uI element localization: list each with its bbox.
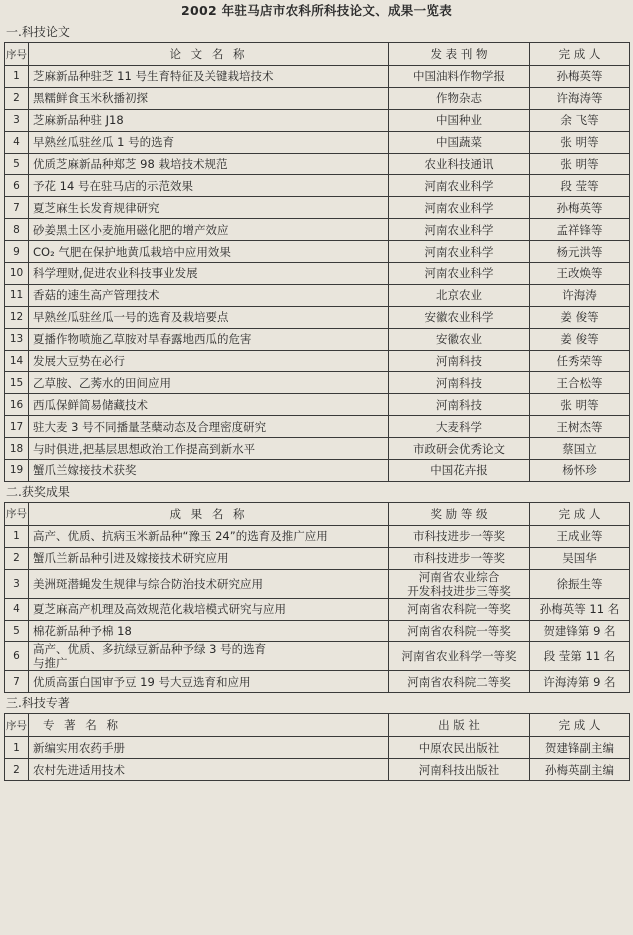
row-author: 王成业等 [530,525,630,547]
row-number: 4 [5,598,29,620]
row-number: 16 [5,394,29,416]
row-author: 段 莹等 [530,175,630,197]
row-author: 孙梅英副主编 [530,759,630,781]
row-title: 农村先进适用技术 [29,759,389,781]
row-number: 4 [5,131,29,153]
row-author: 吴国华 [530,547,630,569]
header-no: 序号 [5,43,29,66]
awards-table [4,502,630,693]
row-title: 黑糯鲜食玉米秋播初探 [29,87,389,109]
row-title: 乙草胺、乙莠水的田间应用 [29,372,389,394]
document-title: 2002 年驻马店市农科所科技论文、成果一览表 [180,3,453,18]
row-author: 许海涛等 [530,87,630,109]
row-number: 2 [5,547,29,569]
row-author: 孟祥锋等 [530,219,630,241]
row-title: 早熟丝瓜驻丝瓜一号的选育及栽培要点 [29,306,389,328]
row-author: 段 莹第 11 名 [530,642,630,671]
row-title: 予花 14 号在驻马店的示范效果 [29,175,389,197]
row-title: 砂姜黑土区小麦施用磁化肥的增产效应 [29,219,389,241]
table-row [5,525,630,547]
table-row [5,175,630,197]
row-author: 王改焕等 [530,263,630,285]
table-row [5,671,630,693]
books-table [4,713,630,781]
table-row [5,737,630,759]
table-row [5,547,630,569]
table-row [5,219,630,241]
row-number: 2 [5,759,29,781]
row-number: 7 [5,197,29,219]
section-papers-heading: 一.科技论文 [6,25,70,39]
table-row [5,87,630,109]
row-number: 9 [5,241,29,263]
row-journal: 河南农业科学 [389,197,530,219]
row-author: 张 明等 [530,131,630,153]
row-number: 6 [5,642,29,671]
row-author: 姜 俊等 [530,306,630,328]
row-title: 高产、优质、抗病玉米新品种“豫玉 24”的选育及推广应用 [29,525,389,547]
row-journal: 河南科技 [389,394,530,416]
row-title: 蟹爪兰新品种引进及嫁接技术研究应用 [29,547,389,569]
row-title: 西瓜保鲜简易储藏技术 [29,394,389,416]
table-row [5,759,630,781]
row-number: 18 [5,438,29,460]
row-number: 3 [5,569,29,598]
row-award-level: 河南省农业综合 开发科技进步三等奖 [389,569,530,598]
row-author: 张 明等 [530,153,630,175]
row-author: 王合松等 [530,372,630,394]
row-title: 棉花新品种予棉 18 [29,620,389,642]
row-number: 19 [5,460,29,482]
row-author: 蔡国立 [530,438,630,460]
row-journal: 中国蔬菜 [389,131,530,153]
row-author: 张 明等 [530,394,630,416]
row-journal: 河南农业科学 [389,263,530,285]
header-award-name: 成 果 名 称 [29,502,389,525]
row-number: 3 [5,109,29,131]
row-author: 徐振生等 [530,569,630,598]
row-number: 5 [5,153,29,175]
row-journal: 中国花卉报 [389,460,530,482]
row-award-level: 市科技进步一等奖 [389,525,530,547]
row-author: 贺建锋副主编 [530,737,630,759]
table-row [5,438,630,460]
row-author: 许海涛 [530,284,630,306]
table-row [5,66,630,88]
row-title: CO₂ 气肥在保护地黄瓜栽培中应用效果 [29,241,389,263]
row-award-level: 河南省农科院一等奖 [389,620,530,642]
row-author: 余 飞等 [530,109,630,131]
row-number: 12 [5,306,29,328]
row-author: 许海涛第 9 名 [530,671,630,693]
row-award-level: 河南省农科院一等奖 [389,598,530,620]
row-title: 优质芝麻新品种郑芝 98 栽培技术规范 [29,153,389,175]
table-row [5,598,630,620]
row-number: 1 [5,66,29,88]
row-award-level: 河南省农业科学一等奖 [389,642,530,671]
row-title: 科学理财,促进农业科技事业发展 [29,263,389,285]
row-title: 夏芝麻高产机理及高效规范化栽培模式研究与应用 [29,598,389,620]
table-row [5,109,630,131]
papers-header-row [5,43,630,66]
header-no: 序号 [5,714,29,737]
row-journal: 河南科技 [389,350,530,372]
row-press: 河南科技出版社 [389,759,530,781]
row-journal: 农业科技通讯 [389,153,530,175]
table-row [5,350,630,372]
header-author: 完 成 人 [530,502,630,525]
row-journal: 中国油料作物学报 [389,66,530,88]
table-row [5,416,630,438]
row-number: 6 [5,175,29,197]
row-journal: 大麦科学 [389,416,530,438]
row-journal: 北京农业 [389,284,530,306]
awards-header-row [5,502,630,525]
table-row [5,372,630,394]
row-journal: 河南农业科学 [389,219,530,241]
table-row [5,241,630,263]
header-book-name: 专 著 名 称 [29,714,389,737]
row-number: 14 [5,350,29,372]
row-title: 早熟丝瓜驻丝瓜 1 号的选育 [29,131,389,153]
row-title: 芝麻新品种驻 J18 [29,109,389,131]
header-press: 出 版 社 [389,714,530,737]
row-number: 2 [5,87,29,109]
row-journal: 作物杂志 [389,87,530,109]
row-number: 1 [5,525,29,547]
row-number: 15 [5,372,29,394]
row-number: 10 [5,263,29,285]
row-title: 发展大豆势在必行 [29,350,389,372]
row-title: 蟹爪兰嫁接技术获奖 [29,460,389,482]
row-title: 美洲斑潜蝇发生规律与综合防治技术研究应用 [29,569,389,598]
row-author: 姜 俊等 [530,328,630,350]
table-row [5,620,630,642]
row-number: 7 [5,671,29,693]
table-row [5,197,630,219]
row-number: 5 [5,620,29,642]
table-row [5,153,630,175]
row-number: 1 [5,737,29,759]
header-journal: 发 表 刊 物 [389,43,530,66]
row-title: 高产、优质、多抗绿豆新品种予绿 3 号的选育 与推广 [29,642,389,671]
row-title: 夏芝麻生长发育规律研究 [29,197,389,219]
row-author: 任秀荣等 [530,350,630,372]
row-title: 新编实用农药手册 [29,737,389,759]
books-header-row [5,714,630,737]
row-author: 孙梅英等 [530,66,630,88]
header-award-level: 奖 励 等 级 [389,502,530,525]
row-journal: 安徽农业科学 [389,306,530,328]
row-number: 17 [5,416,29,438]
section-awards-heading: 二.获奖成果 [6,484,70,499]
row-author: 贺建锋第 9 名 [530,620,630,642]
row-title: 香菇的速生高产管理技术 [29,284,389,306]
table-row [5,284,630,306]
table-row [5,460,630,482]
row-number: 8 [5,219,29,241]
row-press: 中原农民出版社 [389,737,530,759]
row-author: 王树杰等 [530,416,630,438]
row-number: 11 [5,284,29,306]
papers-table [4,42,630,482]
section-books-heading: 三.科技专著 [6,696,70,711]
row-journal: 中国种业 [389,109,530,131]
table-row [5,131,630,153]
table-row [5,642,630,671]
row-title: 芝麻新品种驻芝 11 号生育特征及关键栽培技术 [29,66,389,88]
table-row [5,306,630,328]
row-journal: 安徽农业 [389,328,530,350]
row-journal: 河南农业科学 [389,175,530,197]
row-author: 孙梅英等 11 名 [530,598,630,620]
row-number: 13 [5,328,29,350]
row-title: 优质高蛋白国审予豆 19 号大豆选育和应用 [29,671,389,693]
header-author: 完 成 人 [530,43,630,66]
header-paper-name: 论 文 名 称 [29,43,389,66]
row-title: 驻大麦 3 号不同播量茎蘖动态及合理密度研究 [29,416,389,438]
row-title: 夏播作物喷施乙草胺对旱春露地西瓜的危害 [29,328,389,350]
header-author: 完 成 人 [530,714,630,737]
row-author: 杨怀珍 [530,460,630,482]
table-row [5,569,630,598]
table-row [5,263,630,285]
row-title: 与时俱进,把基层思想政治工作提高到新水平 [29,438,389,460]
table-row [5,394,630,416]
row-author: 杨元洪等 [530,241,630,263]
row-journal: 河南科技 [389,372,530,394]
row-author: 孙梅英等 [530,197,630,219]
row-journal: 河南农业科学 [389,241,530,263]
row-journal: 市政研会优秀论文 [389,438,530,460]
header-no: 序号 [5,502,29,525]
table-row [5,328,630,350]
row-award-level: 河南省农科院二等奖 [389,671,530,693]
row-award-level: 市科技进步一等奖 [389,547,530,569]
